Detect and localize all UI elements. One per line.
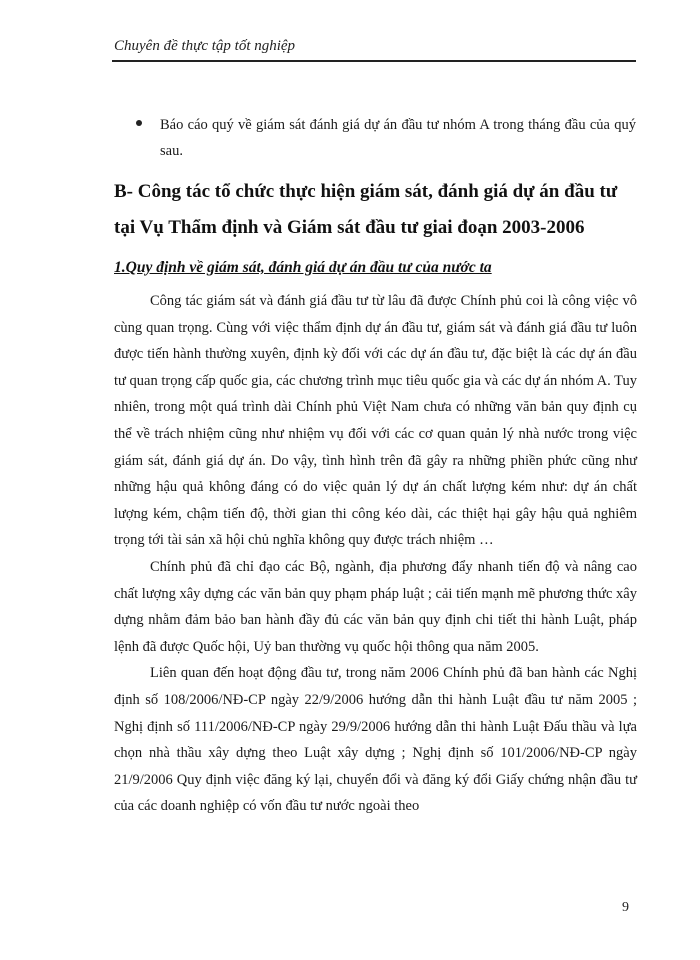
- section-title: B- Công tác tổ chức thực hiện giám sát, đánh giá dự án đầu tư tại Vụ Thẩm định và Giám sát đầu tư giai đoạn 2003-2006: [114, 181, 618, 238]
- header-title: Chuyên đề thực tập tốt nghiệp: [114, 38, 296, 54]
- page-header: [112, 36, 636, 62]
- paragraph: Liên quan đến hoạt động đầu tư, trong năm 2006 Chính phủ đã ban hành các Nghị định số 108/2006/NĐ-CP ngày 22/9/2006 hướng dẫn thi hành Luật đầu tư năm 2005 ; Nghị định số 111/2006/NĐ-CP ngày 29/9/2006 hướng dẫn thi hành Luật Đấu thầu và lựa chọn nhà thầu xây dựng theo Luật xây dựng ; Nghị định số 101/2006/NĐ-CP ngày 21/9/2006 Quy định việc đăng ký lại, chuyển đổi và đăng ký đổi Giấy chứng nhận đầu tư của các doanh nghiệp có vốn đầu tư nước ngoài theo: [114, 665, 637, 815]
- bullet-text: Báo cáo quý về giám sát đánh giá dự án đầu tư nhóm A trong tháng đầu của quý sau.: [160, 117, 636, 159]
- bullet-dot-icon: [136, 120, 142, 126]
- paragraph: Chính phủ đã chỉ đạo các Bộ, ngành, địa phương đẩy nhanh tiến độ và nâng cao chất lượng xây dựng các văn bản quy phạm pháp luật ; cải tiến mạnh mẽ phương thức xây dựng nhằm đảm bảo ban hành đầy đủ các văn bản quy định chi tiết thi hành Luật, pháp lệnh đã được Quốc hội, Uỷ ban thường vụ quốc hội thông qua năm 2005.: [114, 558, 637, 655]
- page-number: 9: [622, 900, 629, 915]
- body-text: [114, 288, 637, 820]
- subsection-title: 1.Quy định về giám sát, đánh giá dự án đầu tư của nước ta: [114, 259, 492, 276]
- paragraph: Công tác giám sát và đánh giá đầu tư từ lâu đã được Chính phủ coi là công việc vô cùng quan trọng. Cùng với việc thẩm định dự án đầu tư, giám sát và đánh giá đầu tư luôn được tiến hành thường xuyên, định kỳ đối với các dự án đầu tư, đặc biệt là các dự án đầu tư quan trọng cấp quốc gia, các chương trình mục tiêu quốc gia và các dự án nhóm A. Tuy nhiên, trong một quá trình dài Chính phủ Việt Nam chưa có những văn bản quy định cụ thể về trách nhiệm cũng như nhiệm vụ đối với các cơ quan quản lý nhà nước trong việc giám sát, đánh giá dự án. Do vậy, tình hình trên đã gây ra những phiền phức cũng như những hậu quả không đáng có do việc quản lý dự án chất lượng kém như: dự án chất lượng kém, chậm tiến độ, thời gian thi công kéo dài, các thiệt hại gây hậu quả nghiêm trọng tới tài sản xã hội chủ nghĩa không quy được trách nhiệm …: [114, 293, 637, 549]
- bullet-item: [136, 112, 636, 164]
